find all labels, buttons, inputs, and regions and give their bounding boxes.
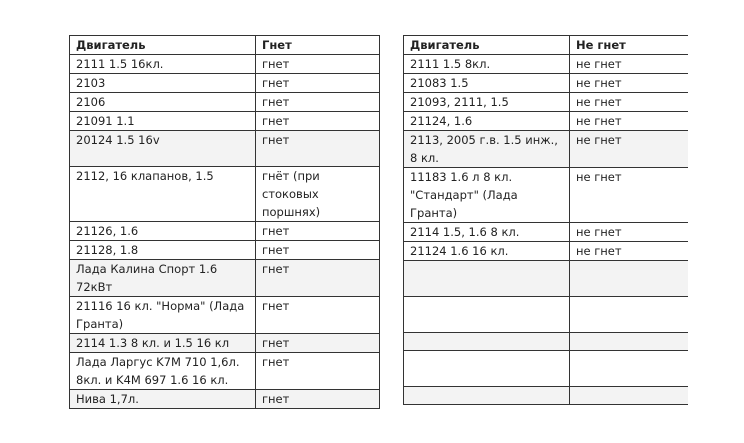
engine-cell: 2103 <box>70 74 256 93</box>
engine-cell: 21091 1.1 <box>70 112 256 131</box>
status-cell: не гнет <box>570 242 694 261</box>
table-row <box>404 242 694 261</box>
engine-cell: 2112, 16 клапанов, 1.5 <box>70 167 256 222</box>
left-engine-table <box>69 35 380 409</box>
status-cell <box>570 333 694 351</box>
table-row <box>70 131 380 167</box>
engine-cell: 21128, 1.8 <box>70 241 256 260</box>
status-cell: гнет <box>256 55 380 74</box>
table-row <box>70 260 380 297</box>
table-row <box>404 74 694 93</box>
status-cell: гнет <box>256 353 380 390</box>
table-row <box>404 93 694 112</box>
status-cell: гнет <box>256 222 380 241</box>
status-cell: не гнет <box>570 93 694 112</box>
right-crop <box>688 0 744 443</box>
engine-cell <box>404 387 570 405</box>
table-row <box>404 297 694 333</box>
engine-cell: 2113, 2005 г.в. 1.5 инж., 8 кл. <box>404 131 570 168</box>
table-row <box>404 168 694 223</box>
status-cell: не гнет <box>570 131 694 168</box>
status-cell <box>570 297 694 333</box>
table-row <box>70 55 380 74</box>
status-cell: гнет <box>256 334 380 353</box>
right-engine-table <box>403 35 694 405</box>
status-cell: не гнет <box>570 112 694 131</box>
table-header-row <box>70 36 380 55</box>
table-row <box>70 297 380 334</box>
status-cell: гнет <box>256 297 380 334</box>
status-cell: гнет <box>256 131 380 167</box>
table-row <box>404 333 694 351</box>
status-cell: гнет <box>256 241 380 260</box>
table-row <box>70 93 380 112</box>
engine-cell: 20124 1.5 16v <box>70 131 256 167</box>
bottom-crop <box>0 409 744 443</box>
engine-cell: 2114 1.5, 1.6 8 кл. <box>404 223 570 242</box>
engine-cell: 11183 1.6 л 8 кл. "Стандарт" (Лада Гранта) <box>404 168 570 223</box>
engine-cell: 2114 1.3 8 кл. и 1.5 16 кл <box>70 334 256 353</box>
table-row <box>70 241 380 260</box>
status-cell: гнет <box>256 112 380 131</box>
engine-cell: 21124, 1.6 <box>404 112 570 131</box>
status-cell: гнёт (при стоковых поршнях) <box>256 167 380 222</box>
status-cell: гнет <box>256 390 380 409</box>
table-row <box>404 112 694 131</box>
table-row <box>404 131 694 168</box>
status-cell <box>570 351 694 387</box>
engine-cell: 21124 1.6 16 кл. <box>404 242 570 261</box>
table-row <box>70 222 380 241</box>
table-row <box>404 351 694 387</box>
engine-cell <box>404 297 570 333</box>
column-header-not-bends: Не гнет <box>570 36 694 55</box>
table-row <box>404 261 694 297</box>
engine-cell: 2111 1.5 8кл. <box>404 55 570 74</box>
status-cell: не гнет <box>570 223 694 242</box>
table-row <box>404 55 694 74</box>
engine-cell: 21083 1.5 <box>404 74 570 93</box>
engine-cell: Лада Ларгус K7M 710 1,6л. 8кл. и K4M 697 1.6 16 кл. <box>70 353 256 390</box>
table-row <box>70 112 380 131</box>
table-row <box>70 74 380 93</box>
engine-cell: 2106 <box>70 93 256 112</box>
status-cell: гнет <box>256 74 380 93</box>
table-row <box>70 353 380 390</box>
status-cell <box>570 261 694 297</box>
status-cell: не гнет <box>570 168 694 223</box>
engine-cell: 2111 1.5 16кл. <box>70 55 256 74</box>
table-row <box>70 167 380 222</box>
status-cell: гнет <box>256 260 380 297</box>
status-cell <box>570 387 694 405</box>
column-header-engine: Двигатель <box>404 36 570 55</box>
table-row <box>404 223 694 242</box>
engine-cell: 21126, 1.6 <box>70 222 256 241</box>
status-cell: не гнет <box>570 55 694 74</box>
engine-cell <box>404 261 570 297</box>
table-header-row <box>404 36 694 55</box>
column-header-engine: Двигатель <box>70 36 256 55</box>
table-row <box>70 390 380 409</box>
table-row <box>70 334 380 353</box>
status-cell: не гнет <box>570 74 694 93</box>
table-row <box>404 387 694 405</box>
engine-cell <box>404 351 570 387</box>
status-cell: гнет <box>256 93 380 112</box>
column-header-bends: Гнет <box>256 36 380 55</box>
engine-cell: 21093, 2111, 1.5 <box>404 93 570 112</box>
engine-cell: Лада Калина Спорт 1.6 72кВт <box>70 260 256 297</box>
engine-cell <box>404 333 570 351</box>
engine-cell: 21116 16 кл. "Норма" (Лада Гранта) <box>70 297 256 334</box>
engine-cell: Нива 1,7л. <box>70 390 256 409</box>
